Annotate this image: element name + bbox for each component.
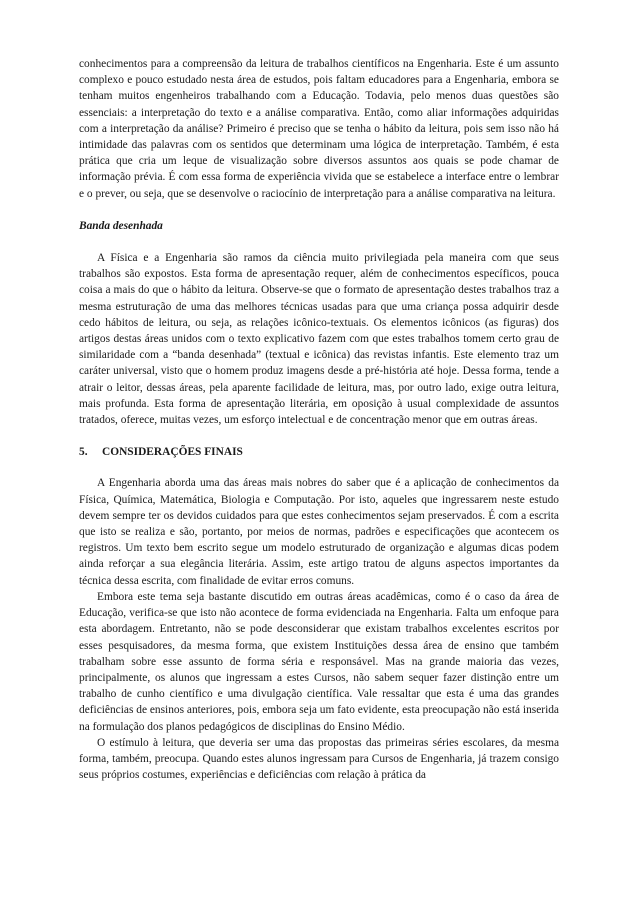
paragraph-final-3: O estímulo à leitura, que deveria ser uma das propostas das primeiras séries escolares, da mesma forma, também, preocupa. Quando estes alunos ingressam para Cursos de Engenharia, já trazem consigo seus próprios costumes, experiências e deficiências com relação à prática da xyxy=(79,736,559,782)
paragraph-final-1: A Engenharia aborda uma das áreas mais nobres do saber que é a aplicação de conhecimentos da Física, Química, Matemática, Biologia e Computação. Por isto, aqueles que ingressarem neste estudo devem sempre ter os devidos cuidados para que estes conhecimentos sejam preservados. É com a escrita que isto se realiza e são, portanto, por meios de normas, padrões e especificações que acontecem os registros. Um texto bem escrito segue um modelo estruturado de organização e algumas dicas podem ainda reforçar a sua elegância literária. Assim, este artigo tratou de alguns aspectos importantes da técnica dessa escrita, com finalidade de evitar erros comuns. xyxy=(79,477,559,587)
paragraph-banda-desenhada: A Física e a Engenharia são ramos da ciência muito privilegiada pela maneira com que seus trabalhos são expostos. Esta forma de apresentação requer, além de conhecimentos específicos, pouca coisa a mais do que o hábito da leitura. Observe-se que o formato de apresentação destes trabalhos traz a mesma estruturação de uma das melhores técnicas usadas para que uma criança possa adquirir desde cedo hábitos de leitura, ou seja, as relações icônico-textuais. Os elementos icônicos (as figuras) dos artigos destas áreas unidos com o texto explicativo fazem com que estes trabalhos tomem certo grau de similaridade com a “banda desenhada” (textual e icônica) das revistas infantis. Este elemento traz um caráter universal, visto que o homem produz imagens desde a pré-história até hoje. Dessa forma, tende a atrair o leitor, dessas áreas, pela aparente facilidade de leitura, mas, por outro lado, exige outra leitura, mais profunda. Esta forma de apresentação literária, em oposição à usual complexidade de assuntos tratados, oferece, muitas vezes, um esforço intelectual e de concentração menor que em outras áreas. xyxy=(79,252,559,427)
section-heading xyxy=(79,444,559,460)
subheading-banda-desenhada: Banda desenhada xyxy=(79,219,163,232)
page-body xyxy=(79,56,559,783)
paragraph-intro: conhecimentos para a compreensão da leitura de trabalhos científicos na Engenharia. Este é um assunto complexo e pouco estudado nesta área de estudos, pois faltam educadores para a Engenharia, embora se tenham muitos engenheiros trabalhando com a Educação. Todavia, pelo menos duas questões são essenciais: a interpretação do texto e a análise comparativa. Então, como aliar informações adquiridas com a interpretação da análise? Primeiro é preciso que se tenha o hábito da leitura, pois sem isso não há intimidade das palavras com os sentidos que determinam uma lógica de interpretação. Também, é esta prática que cria um leque de visualização sobre diversos assuntos aos quais se pode chamar de informação prévia. É com essa forma de experiência vivida que se estabelece a interface entre o lembrar e o prever, ou seja, que se desenvolve o raciocínio de interpretação para a análise comparativa na leitura. xyxy=(79,58,559,200)
section-number: 5. xyxy=(79,446,88,459)
section-title: CONSIDERAÇÕES FINAIS xyxy=(102,446,243,459)
paragraph-final-2: Embora este tema seja bastante discutido em outras áreas acadêmicas, como é o caso da área de Educação, verifica-se que isto não acontece de forma evidenciada na Engenharia. Falta um enfoque para esta abordagem. Entretanto, não se pode desconsiderar que existam trabalhos excelentes escritos por esses pesquisadores, da mesma forma, que existem Instituições dessa área de ensino que também trabalham sobre esse assunto de forma séria e responsável. Mas na grande maioria das vezes, principalmente, os alunos que ingressam a estes Cursos, não sabem sequer fazer distinção entre um trabalho de cunho científico e uma divulgação científica. Vale ressaltar que esta é uma das grandes deficiências de ensinos anteriores, pois, embora seja um fato evidente, esta preocupação não está inserida na formulação dos planos pedagógicos de disciplinas do Ensino Médio. xyxy=(79,590,559,733)
